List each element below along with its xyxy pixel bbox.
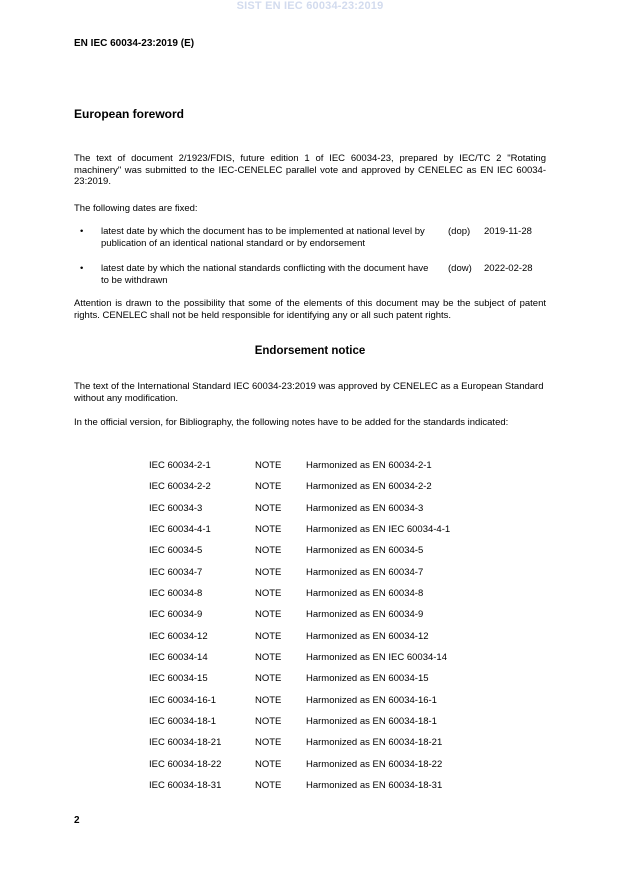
date-item-dop <box>74 226 546 252</box>
standard-ref: IEC 60034-16-1 <box>149 694 217 706</box>
harmonized-text: Harmonized as EN 60034-12 <box>306 630 429 642</box>
standard-ref: IEC 60034-4-1 <box>149 524 211 536</box>
note-label: NOTE <box>255 502 282 514</box>
note-label: NOTE <box>255 545 282 557</box>
standard-ref: IEC 60034-18-31 <box>149 780 222 792</box>
endorsement-title: Endorsement notice <box>254 345 366 357</box>
note-label: NOTE <box>255 630 282 642</box>
harmonized-text: Harmonized as EN IEC 60034-14 <box>306 652 447 664</box>
foreword-paragraph-1: The text of document 2/1923/FDIS, future edition 1 of IEC 60034-23, prepared by IEC/TC 2 "Rotating machinery" was submitted to the IEC-CENELEC parallel vote and approved by CENELEC as EN IEC 60034-23:2019. <box>74 153 546 187</box>
date-item-date: 2019-11-28 <box>484 226 532 237</box>
harmonized-text: Harmonized as EN 60034-5 <box>306 545 424 557</box>
date-item-date: 2022-02-28 <box>484 263 533 274</box>
standard-ref: IEC 60034-9 <box>149 609 203 621</box>
standard-ref: IEC 60034-2-1 <box>149 460 211 471</box>
standard-ref: IEC 60034-18-1 <box>149 716 217 728</box>
standard-ref: IEC 60034-18-22 <box>149 758 222 770</box>
table-row <box>149 588 509 609</box>
standard-ref: IEC 60034-15 <box>149 673 208 685</box>
harmonized-text: Harmonized as EN 60034-18-22 <box>306 758 443 770</box>
harmonized-text: Harmonized as EN 60034-18-31 <box>306 780 443 792</box>
note-label: NOTE <box>255 716 282 728</box>
date-item-code: (dow) <box>448 263 472 274</box>
harmonized-text: Harmonized as EN IEC 60034-4-1 <box>306 524 451 536</box>
standard-ref: IEC 60034-14 <box>149 652 208 664</box>
bullet-icon: • <box>80 263 84 274</box>
standard-ref: IEC 60034-2-2 <box>149 481 211 493</box>
note-label: NOTE <box>255 609 282 621</box>
table-row <box>149 545 509 566</box>
notes-table <box>149 460 509 802</box>
endorsement-paragraph-1: The text of the International Standard IEC 60034-23:2019 was approved by CENELEC as a European Standard without any modification. <box>74 381 544 404</box>
harmonized-text: Harmonized as EN 60034-2-1 <box>306 460 432 471</box>
harmonized-text: Harmonized as EN 60034-8 <box>306 588 424 600</box>
bullet-icon: • <box>80 226 84 237</box>
date-item-text: latest date by which the national standards conflicting with the document have to be withdrawn <box>101 263 429 286</box>
table-row <box>149 716 509 737</box>
standard-ref: IEC 60034-5 <box>149 545 203 557</box>
harmonized-text: Harmonized as EN 60034-3 <box>306 502 424 514</box>
harmonized-text: Harmonized as EN 60034-2-2 <box>306 481 432 493</box>
harmonized-text: Harmonized as EN 60034-18-21 <box>306 737 443 749</box>
table-row <box>149 652 509 673</box>
table-row <box>149 609 509 630</box>
harmonized-text: Harmonized as EN 60034-18-1 <box>306 716 437 728</box>
harmonized-text: Harmonized as EN 60034-9 <box>306 609 424 621</box>
note-label: NOTE <box>255 481 282 493</box>
table-row <box>149 567 509 588</box>
note-label: NOTE <box>255 588 282 600</box>
watermark: SIST EN IEC 60034-23:2019 <box>236 0 384 12</box>
standard-ref: IEC 60034-12 <box>149 630 208 642</box>
table-row <box>149 503 509 524</box>
standard-ref: IEC 60034-18-21 <box>149 737 222 749</box>
table-row <box>149 780 509 801</box>
foreword-paragraph-3: Attention is drawn to the possibility that some of the elements of this document may be the subject of patent rights. CENELEC shall not be held responsible for identifying any or all such patent rights. <box>74 298 546 321</box>
harmonized-text: Harmonized as EN 60034-7 <box>306 566 424 578</box>
standard-ref: IEC 60034-7 <box>149 566 203 578</box>
table-row <box>149 631 509 652</box>
date-item-text: latest date by which the document has to be implemented at national level by publication of an identical national standard or by endorsement <box>101 226 425 249</box>
date-item-code: (dop) <box>448 226 471 237</box>
table-row <box>149 737 509 758</box>
table-row <box>149 481 509 502</box>
standard-ref: IEC 60034-3 <box>149 502 203 514</box>
table-row <box>149 460 509 481</box>
harmonized-text: Harmonized as EN 60034-16-1 <box>306 694 437 706</box>
table-row <box>149 695 509 716</box>
page-number: 2 <box>74 815 80 826</box>
document-id-header: EN IEC 60034-23:2019 (E) <box>74 38 195 49</box>
note-label: NOTE <box>255 780 282 792</box>
table-row <box>149 673 509 694</box>
note-label: NOTE <box>255 694 282 706</box>
harmonized-text: Harmonized as EN 60034-15 <box>306 673 429 685</box>
note-label: NOTE <box>255 566 282 578</box>
note-label: NOTE <box>255 652 282 664</box>
endorsement-paragraph-2: In the official version, for Bibliography, the following notes have to be added for the standards indicated: <box>74 417 509 428</box>
standard-ref: IEC 60034-8 <box>149 588 203 600</box>
table-row <box>149 524 509 545</box>
foreword-title: European foreword <box>74 107 185 121</box>
note-label: NOTE <box>255 524 282 536</box>
foreword-paragraph-2: The following dates are fixed: <box>74 203 198 214</box>
table-row <box>149 759 509 780</box>
note-label: NOTE <box>255 673 282 685</box>
note-label: NOTE <box>255 737 282 749</box>
note-label: NOTE <box>255 460 282 471</box>
note-label: NOTE <box>255 758 282 770</box>
date-item-dow <box>74 263 546 289</box>
